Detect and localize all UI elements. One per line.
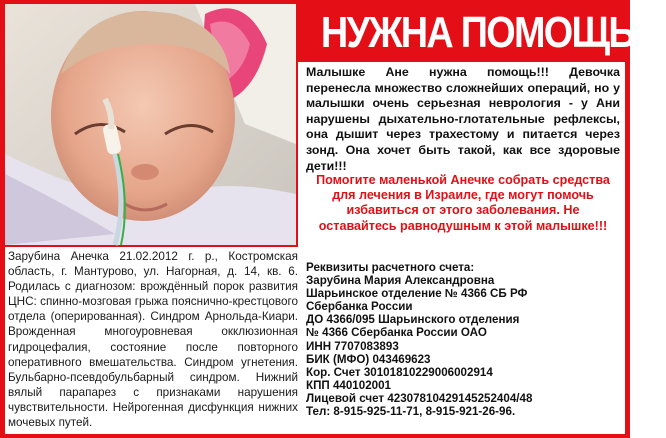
page-title: НУЖНА ПОМОЩЬ!!! <box>320 8 666 57</box>
requisites-heading: Реквизиты расчетного счета: <box>306 261 475 274</box>
requisites-line: ИНН 7707083893 <box>306 339 399 353</box>
diagnosis-text: Зарубина Анечка 21.02.2012 г. р., Костромская область, г. Мантурово, ул. Нагорная, д. 14, кв. 6. Родилась с диагнозом: врождённый порок развития ЦНС: спинно-мозговая грыжа пояснично-крестцового отдела (оперированная). Синдром Арнольда-Киари. Врожденная многоуровневая окклюзионная гидроцефалия, состояние после повторного оперативного вмешательства. Синдром угнетения. Бульбарно-псевдобульбарный синдром. Нижний вялый парапарез с признаками нарушения чувствительности. Нейрогенная дисфункция нижних мочевых путей. <box>8 250 298 430</box>
appeal-text: Помогите маленькой Анечке собрать средства для лечения в Израиле, где могут помочь избавиться от этого заболевания. Не оставайтесь равнодушным к этой малышке!!! <box>316 173 610 233</box>
requisites-line: Сбербанка России <box>306 300 413 314</box>
intro-text: Малышке Ане нужна помощь!!! Девочка перенесла множество сложнейших операций, но у малышки очень серьезная неврология - у Ани нарушены дыхательно-глотательные рефлексы, она дышит через трахестому и питается через зонд. Она хочет быть такой, как все здоровые дети!!! <box>306 65 620 173</box>
header-banner <box>298 4 666 62</box>
requisites-line: Тел: 8-915-925-11-71, 8-915-921-26-96. <box>306 405 516 419</box>
requisites-line: № 4366 Сбербанка России ОАО <box>306 326 487 340</box>
bank-requisites <box>306 261 624 418</box>
requisites-line: Кор. Счет 30101810229006002914 <box>306 365 493 379</box>
child-photo <box>5 4 298 247</box>
requisites-line: ДО 4366/095 Шарьинского отделения <box>306 313 520 327</box>
requisites-line: Лицевой счет 42307810429145252404/48 <box>306 391 533 405</box>
requisites-line: Зарубина Мария Александровна <box>306 274 495 288</box>
requisites-line: Шарьинское отделение № 4366 СБ РФ <box>306 287 528 301</box>
requisites-line: КПП 440102001 <box>306 378 391 392</box>
requisites-line: БИК (МФО) 043469623 <box>306 352 431 366</box>
